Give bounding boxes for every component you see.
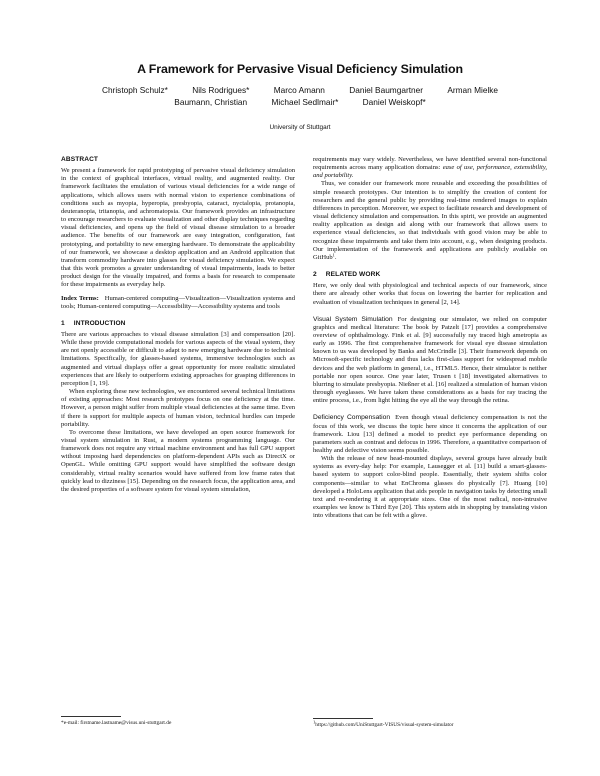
index-terms-label: Index Terms:	[61, 294, 99, 302]
author-list	[60, 84, 540, 108]
github-link[interactable]: https://github.com/UniStuttgart-VISUS/visual-system-simulator	[315, 722, 454, 728]
requirements-list: ease of use, performance, extensibility, and portability.	[313, 164, 547, 180]
affiliation: University of Stuttgart	[269, 124, 331, 131]
author-name: Arman Mielke	[447, 85, 499, 95]
index-terms	[61, 295, 295, 311]
body-paragraph: requirements may vary widely. Nevertheless, we have identified several non-functional requirements across many application domains: ease of use, performance, extensibility, and portability.	[313, 156, 547, 180]
right-column	[313, 156, 547, 756]
abstract-heading: ABSTRACT	[61, 156, 99, 163]
subsection-heading: Deficiency Compensation	[313, 414, 391, 422]
author-name: Marco Amann	[273, 85, 325, 95]
author-name: Daniel Weiskopf*	[362, 97, 426, 108]
paper-title: A Framework for Pervasive Visual Deficiency Simulation	[137, 62, 463, 76]
footnote-rule	[313, 718, 373, 719]
related-paragraph: Here, we only deal with physiological and technical aspects of our framework, since there are already other works that focus on lowering the barrier for replication and evaluation of visualization techniques in general [2, 14].	[313, 282, 547, 306]
body-paragraph: Thus, we consider our framework more reusable and exceeding the possibilities of simple research prototypes. Our intention is to simplify the creation of content for researchers and the general public by providing real-time rendered images to explain differences in perception. Moreover, we expect to facilitate research and development of visual deficiency simulation and compensation. In this spirit, we provide an augmented reality application as design aid along with our framework that allows users to experience visual deficiencies, so that individuals with good vision may be able to recognize these impairments and take them into account, e.g., when designing products. Our implementation of the framework and applications are publicly available on GitHub$^1$.	[313, 180, 547, 261]
abstract-body: We present a framework for rapid prototyping of pervasive visual deficiency simulation in the context of graphical interfaces, virtual reality, and augmented reality. Our framework facilitates the emulation of various visual deficiencies for a wide range of applications, which allows users with normal vision to experience combinations of conditions such as myopia, hyperopia, presbyopia, cataract, nyctalopia, protanopia, deuteranopia, tritanopia, and achromatopsia. Our framework provides an infrastructure to encourage researchers to evaluate visualization and other display techniques regarding visual deficiencies, and opens up the field of visual disease simulation to a broader audience. The benefits of our framework are easy integration, configuration, fast prototyping, and portability to new emerging hardware. To demonstrate the applicability of our framework, we showcase a desktop application and an Android application that transform commodity hardware into glasses for visual deficiency simulation. We expect that this work promotes a greater understanding of visual impairments, leads to better product design for the visually impaired, and forms a basis for research to compensate for these impairments as everyday help.	[61, 167, 295, 289]
intro-paragraph: There are various approaches to visual disease simulation [3] and compensation [20]. While these provide computational models for various aspects of the visual system, they are not openly accessible or difficult to adapt to new emerging hardware due to technical limitations. Specifically, for glasses-based systems, immersive technologies such as augmented and virtual displays offer a great opportunity for more realistic simulated experiences that are likely to outperform existing approaches for grasping differences in perception [1, 19].	[61, 330, 295, 387]
subsection-visual-system-simulation: Visual System Simulation For designing our simulator, we relied on computer graphics and medical literature: The book by Patzelt [17] provides a comprehensive overview of ophthalmology. Fink et al. [9] successfully ray traced high ametropia as early as 1996. The first comprehensive framework for visual eye disease simulation known to us was developed by Banks and McCrindle [3]. Their framework depends on Microsoft-specific technology and thus lacks first-class support for widespread mobile devices and the web platform in general, i.e., HTML5. Hence, their simulator is neither portable nor open source. One year later, Trusen t [18] investigated alternatives to blurring to simulate presbyopia. Nießner et al. [16] realized a simulation of human vision through eyeglasses. We have taken these considerations as a basis for ray tracing the entire process, i.e., from light hitting the eye all the way through the retina.	[313, 315, 547, 405]
introduction-heading: 1 INTRODUCTION	[61, 319, 126, 327]
author-name: Daniel Baumgartner	[349, 85, 424, 95]
footnote-marker: 1	[332, 252, 335, 258]
author-name: Christoph Schulz*	[101, 85, 168, 95]
intro-paragraph: When exploring these new technologies, we encountered several technical limitations of existing approaches: Most research prototypes focus on one deficiency at the time. However, a person might suffer from multiple visual deficiencies at the same time. Even if there is support for multiple aspects of human vision, technical hurdles can impede portability.	[61, 388, 295, 428]
intro-paragraph: To overcome these limitations, we have developed an open source framework for visual system simulation in Rust, a modern systems programming language. Our framework does not require any virtual machine environment and has full GPU support without imposing hard dependencies on platform-dependent APIs such as DirectX or OpenGL. While omitting GPU support would have simplified the software design considerably, virtual reality scenarios would have suffered from low frame rates that quickly lead to dizziness [15]. Depending on the research focus, the application area, and the desired properties of a software system for visual system simulation,	[61, 428, 295, 493]
footnote-rule	[61, 716, 121, 717]
author-name: Baumann, Christian	[174, 97, 248, 108]
index-terms-text: Human-centered computing—Visualization—Visualization systems and tools; Human-centered computing—Accessibility—Accessibility systems and tools	[61, 294, 295, 310]
author-name: Michael Sedlmair*	[271, 97, 339, 108]
subsection-deficiency-compensation: Deficiency Compensation Even though visual deficiency compensation is not the focus of this work, we discuss the topic here since it concerns the application of our framework. Liou [13] defined a model to predict eye performance depending on parameters such as contrast and defocus in 1996. Therefore, a quantitative comparison of healthy and defective vision seems possible.	[313, 414, 547, 454]
body-paragraph: With the release of new head-mounted displays, several groups have already built systems as every-day help: For example, Lausegger et al. [11] build a smart-glasses-based system to support color-blind people. Essentially, their system shifts color components—similar to what EnChroma glasses do physically [7]. Huang [10] developed a HoloLens application that aids people in navigation tasks by detecting small text and re-rendering it at appropriate sizes. One of the most radical, non-intrusive examples we know is Third Eye [20]. This system aids in shopping by translating vision into vibrations that can be felt with a glove.	[313, 455, 547, 520]
left-column	[61, 156, 295, 716]
footnote-github: $^1$https://github.com/UniStuttgart-VISUS/visual-system-simulator	[313, 719, 454, 728]
author-name: Nils Rodrigues*	[192, 85, 250, 95]
footnote-email: *e-mail: firstname.lastname@visus.uni-stuttgart.de	[61, 716, 295, 727]
subsection-heading: Visual System Simulation	[313, 315, 393, 323]
related-work-heading: 2 RELATED WORK	[313, 271, 381, 279]
